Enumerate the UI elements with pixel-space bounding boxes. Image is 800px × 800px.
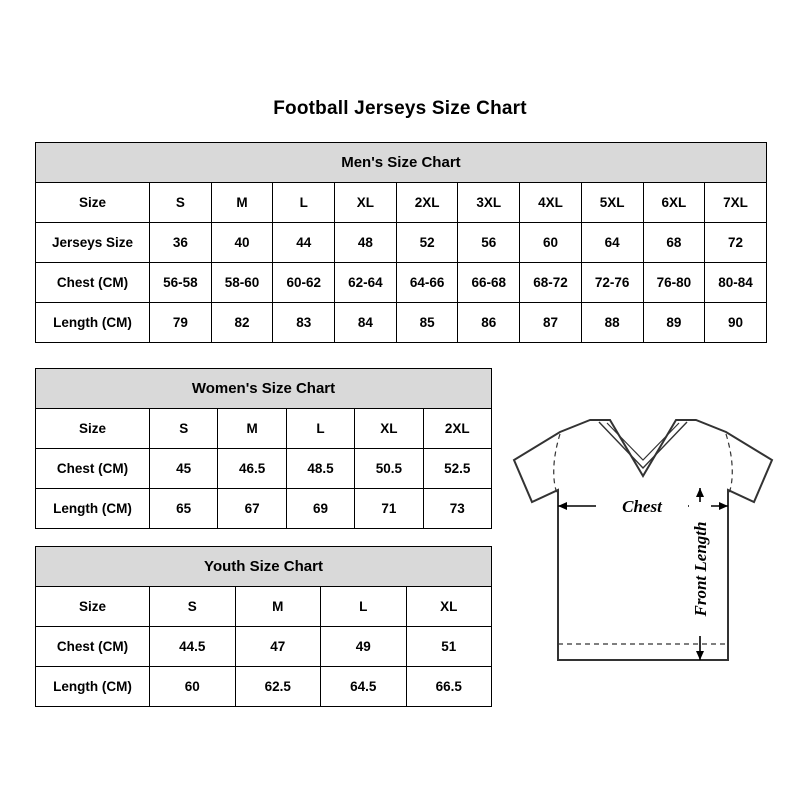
table-cell: 47 [235, 627, 321, 667]
table-cell: 44 [273, 223, 335, 263]
front-length-label: Front Length [691, 521, 710, 617]
column-header: 6XL [643, 183, 705, 223]
table-row [36, 223, 767, 263]
mens-table-caption: Men's Size Chart [35, 142, 767, 182]
table-header-row [36, 587, 492, 627]
column-header: M [218, 409, 286, 449]
youth-size-table [35, 546, 492, 707]
table-cell: 40 [211, 223, 273, 263]
table-cell: 49 [321, 627, 407, 667]
column-header: Size [36, 587, 150, 627]
table-cell: 71 [355, 489, 423, 529]
table-cell: 46.5 [218, 449, 286, 489]
table-header-row [36, 409, 492, 449]
column-header: XL [406, 587, 492, 627]
table-cell: 69 [286, 489, 354, 529]
womens-size-table [35, 368, 492, 529]
table-cell: 45 [150, 449, 218, 489]
table-row [36, 263, 767, 303]
table-cell: 60 [150, 667, 236, 707]
table-cell: 52.5 [423, 449, 491, 489]
column-header: 7XL [705, 183, 767, 223]
table-cell: 87 [520, 303, 582, 343]
column-header: L [286, 409, 354, 449]
table-cell: 51 [406, 627, 492, 667]
column-header: 4XL [520, 183, 582, 223]
table-cell: 83 [273, 303, 335, 343]
column-header: L [321, 587, 407, 627]
table-cell: 50.5 [355, 449, 423, 489]
table-row [36, 489, 492, 529]
womens-size-table-wrapper [35, 368, 492, 529]
table-cell: 56-58 [150, 263, 212, 303]
column-header: XL [335, 183, 397, 223]
table-cell: 79 [150, 303, 212, 343]
column-header: Size [36, 183, 150, 223]
row-label: Jerseys Size [36, 223, 150, 263]
table-row [36, 667, 492, 707]
column-header: M [211, 183, 273, 223]
table-cell: 62.5 [235, 667, 321, 707]
column-header: S [150, 409, 218, 449]
table-cell: 60 [520, 223, 582, 263]
womens-table-caption: Women's Size Chart [35, 368, 492, 408]
table-cell: 67 [218, 489, 286, 529]
table-cell: 66-68 [458, 263, 520, 303]
table-cell: 68 [643, 223, 705, 263]
table-row [36, 627, 492, 667]
column-header: Size [36, 409, 150, 449]
table-cell: 56 [458, 223, 520, 263]
table-cell: 86 [458, 303, 520, 343]
right-sleeve-seam [726, 434, 732, 496]
table-header-row [36, 183, 767, 223]
table-cell: 68-72 [520, 263, 582, 303]
column-header: 2XL [396, 183, 458, 223]
row-label: Length (CM) [36, 489, 150, 529]
table-cell: 76-80 [643, 263, 705, 303]
table-row [36, 303, 767, 343]
youth-table-caption: Youth Size Chart [35, 546, 492, 586]
table-cell: 64.5 [321, 667, 407, 707]
table-cell: 72-76 [581, 263, 643, 303]
table-cell: 60-62 [273, 263, 335, 303]
table-cell: 85 [396, 303, 458, 343]
table-cell: 88 [581, 303, 643, 343]
row-label: Chest (CM) [36, 449, 150, 489]
row-label: Length (CM) [36, 303, 150, 343]
table-cell: 72 [705, 223, 767, 263]
column-header: L [273, 183, 335, 223]
table-cell: 73 [423, 489, 491, 529]
column-header: XL [355, 409, 423, 449]
table-row [36, 449, 492, 489]
mens-size-table-wrapper [35, 142, 767, 343]
column-header: 3XL [458, 183, 520, 223]
column-header: 2XL [423, 409, 491, 449]
table-cell: 90 [705, 303, 767, 343]
column-header: S [150, 183, 212, 223]
table-cell: 48.5 [286, 449, 354, 489]
column-header: 5XL [581, 183, 643, 223]
row-label: Chest (CM) [36, 627, 150, 667]
table-cell: 64-66 [396, 263, 458, 303]
table-cell: 84 [335, 303, 397, 343]
jersey-measurement-diagram [500, 398, 790, 688]
page-title: Football Jerseys Size Chart [273, 98, 527, 119]
column-header: M [235, 587, 321, 627]
youth-size-table-wrapper [35, 546, 492, 707]
table-cell: 80-84 [705, 263, 767, 303]
column-header: S [150, 587, 236, 627]
table-cell: 62-64 [335, 263, 397, 303]
table-cell: 52 [396, 223, 458, 263]
table-cell: 65 [150, 489, 218, 529]
row-label: Chest (CM) [36, 263, 150, 303]
table-cell: 48 [335, 223, 397, 263]
left-sleeve-seam [554, 434, 560, 496]
table-cell: 64 [581, 223, 643, 263]
table-cell: 36 [150, 223, 212, 263]
table-cell: 58-60 [211, 263, 273, 303]
mens-size-table [35, 142, 767, 343]
table-cell: 66.5 [406, 667, 492, 707]
shirt-outline [514, 420, 772, 660]
row-label: Length (CM) [36, 667, 150, 707]
chest-label: Chest [622, 497, 662, 516]
table-cell: 89 [643, 303, 705, 343]
table-cell: 82 [211, 303, 273, 343]
table-cell: 44.5 [150, 627, 236, 667]
